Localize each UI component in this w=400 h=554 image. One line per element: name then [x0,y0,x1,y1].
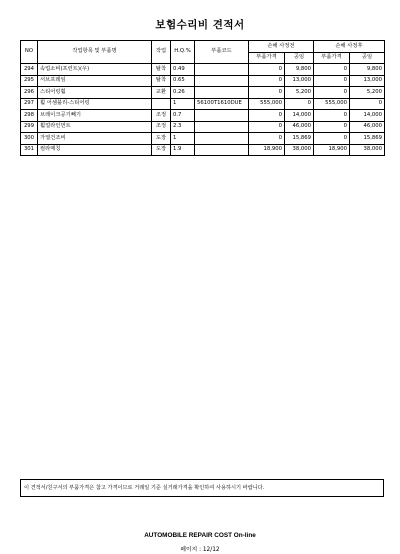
price-notice: 이 견적서/친구서의 부품가격은 참고 가격이므로 거래일 기준 실거래가격을 확인하여 사용하시기 바랍니다. [20,479,384,497]
row-no: 299 [21,121,38,133]
row-before-labor: 9,800 [285,64,314,76]
row-part-code [195,87,249,99]
header-after-part-price: 부품가격 [314,52,350,64]
table-row [21,64,385,76]
row-before-labor: 5,200 [285,87,314,99]
row-before-part-price: 0 [249,110,285,122]
row-part-code: 56100T1610DUE [195,98,249,110]
row-before-part-price: 555,000 [249,98,285,110]
row-item: 스티어링휠 [38,87,152,99]
header-work: 작업 [152,41,171,64]
row-after-part-price: 18,900 [314,144,350,156]
row-before-part-price: 0 [249,133,285,145]
table-row [21,98,385,110]
header-after-labor: 공임 [350,52,385,64]
table-row [21,133,385,145]
row-item: 브레이크공기빼기 [38,110,152,122]
row-item: 휠얼라인먼트 [38,121,152,133]
table-row [21,121,385,133]
row-no: 300 [21,133,38,145]
row-before-labor: 0 [285,98,314,110]
row-part-code [195,133,249,145]
row-before-part-price: 18,900 [249,144,285,156]
row-hq: 0.65 [171,75,195,87]
row-hq: 0.49 [171,64,195,76]
header-before-labor: 공임 [285,52,314,64]
row-before-part-price: 0 [249,87,285,99]
row-work: 도장 [152,144,171,156]
row-after-part-price: 555,000 [314,98,350,110]
row-no: 297 [21,98,38,110]
row-before-labor: 46,000 [285,121,314,133]
row-hq: 0.7 [171,110,195,122]
row-no: 298 [21,110,38,122]
row-after-labor: 9,800 [350,64,385,76]
row-before-part-price: 0 [249,75,285,87]
table-row [21,87,385,99]
row-no: 301 [21,144,38,156]
row-work: 탈착 [152,75,171,87]
row-part-code [195,144,249,156]
header-before: 손해 사정전 [249,41,314,53]
table-row [21,75,385,87]
row-after-labor: 13,000 [350,75,385,87]
row-before-labor: 14,000 [285,110,314,122]
row-part-code [195,75,249,87]
row-after-labor: 14,000 [350,110,385,122]
row-after-part-price: 0 [314,133,350,145]
footer-page-number: 페이지 : 12/12 [180,547,220,553]
row-after-labor: 46,000 [350,121,385,133]
row-work: 조정 [152,110,171,122]
row-item: 가열건조비 [38,133,152,145]
row-item: 컴라매칭 [38,144,152,156]
row-after-part-price: 0 [314,121,350,133]
header-hq: H.Q.% [171,41,195,64]
row-work: 조정 [152,121,171,133]
estimate-table [20,40,385,156]
row-work: 도장 [152,133,171,145]
header-after: 손해 사정후 [314,41,385,53]
row-before-labor: 15,869 [285,133,314,145]
row-before-labor: 13,000 [285,75,314,87]
table-row [21,144,385,156]
row-hq: 1.9 [171,144,195,156]
header-item: 작업항목 및 부품명 [38,41,152,64]
footer-brand: AUTOMOBILE REPAIR COST On-line [144,532,256,539]
row-before-labor: 38,000 [285,144,314,156]
row-after-part-price: 0 [314,64,350,76]
row-after-part-price: 0 [314,87,350,99]
row-no: 296 [21,87,38,99]
row-hq: 0.26 [171,87,195,99]
row-hq: 1 [171,133,195,145]
row-part-code [195,64,249,76]
row-work: 교환 [152,87,171,99]
row-hq: 1 [171,98,195,110]
row-before-part-price: 0 [249,121,285,133]
row-item: 속업소비(프런트)(우) [38,64,152,76]
row-after-labor: 38,000 [350,144,385,156]
row-hq: 2.3 [171,121,195,133]
row-item: 휠 어셈블리-스티어링 [38,98,152,110]
header-part-code: 부품코드 [195,41,249,64]
page-title: 보험수리비 견적서 [155,19,245,31]
row-no: 294 [21,64,38,76]
row-no: 295 [21,75,38,87]
row-after-labor: 5,200 [350,87,385,99]
row-after-labor: 15,869 [350,133,385,145]
row-after-part-price: 0 [314,75,350,87]
row-work: 탈착 [152,64,171,76]
header-no: NO [21,41,38,64]
row-work [152,98,171,110]
row-part-code [195,121,249,133]
row-before-part-price: 0 [249,64,285,76]
row-part-code [195,110,249,122]
header-before-part-price: 부품가격 [249,52,285,64]
table-row [21,110,385,122]
row-after-part-price: 0 [314,110,350,122]
row-after-labor: 0 [350,98,385,110]
row-item: 서브프레임 [38,75,152,87]
